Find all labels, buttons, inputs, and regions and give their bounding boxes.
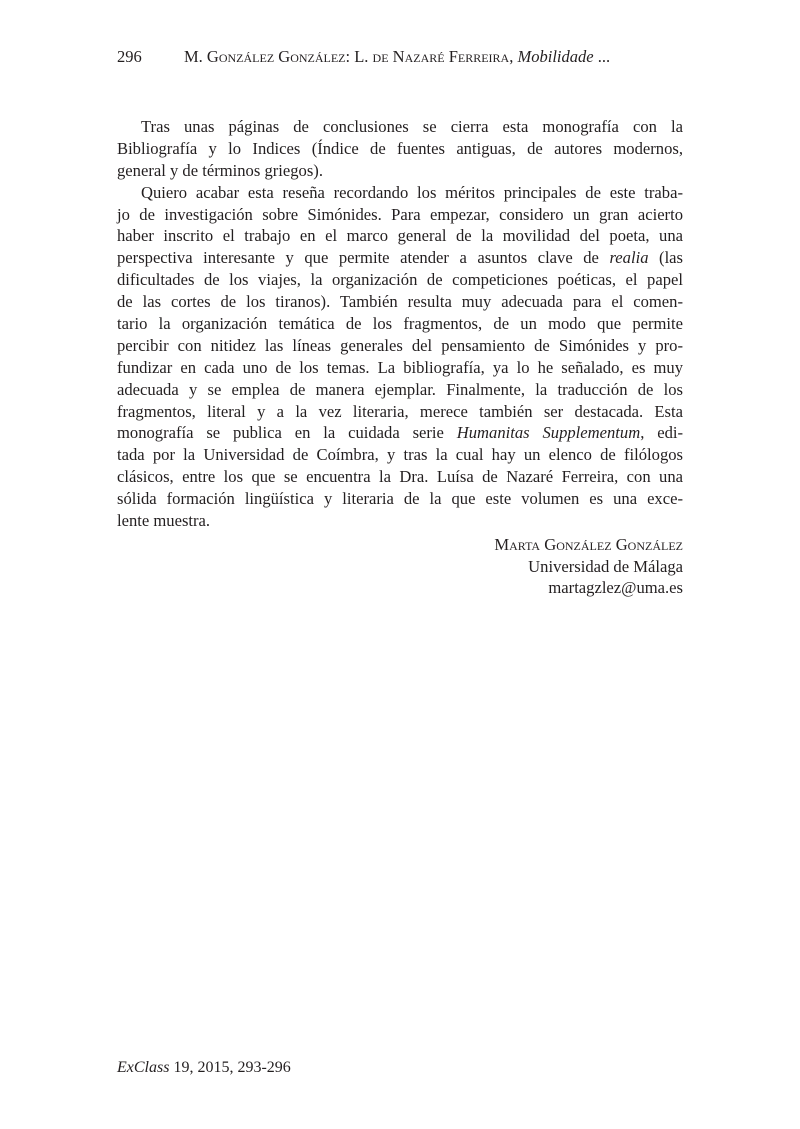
author-affiliation: Universidad de Málaga xyxy=(528,556,683,576)
text-line xyxy=(117,401,683,423)
page-number: 296 xyxy=(117,47,142,66)
author-email: martagzlez@uma.es xyxy=(548,578,683,598)
text-line xyxy=(117,291,683,313)
paragraph xyxy=(117,116,683,182)
text-line xyxy=(117,444,683,466)
text-line xyxy=(117,422,683,444)
text-segment: tada por la Universidad de Coímbra, y tras la cual hay un elenco de filólogos xyxy=(117,445,683,465)
text-line xyxy=(117,160,683,182)
text-line xyxy=(117,335,683,357)
text-segment: perspectiva interesante y que permite atender a asuntos clave de xyxy=(117,248,610,268)
text-segment: monografía se publica en la cuidada serie xyxy=(117,423,457,443)
text-line xyxy=(117,379,683,401)
text-segment: (las xyxy=(648,248,684,268)
text-segment: Bibliografía y lo Indices (Índice de fuentes antiguas, de autores modernos, xyxy=(117,138,683,158)
text-line xyxy=(117,357,683,379)
text-line xyxy=(117,247,683,269)
author-name: Marta González González xyxy=(494,535,683,554)
italic-text: Humanitas Supplementum xyxy=(456,423,641,443)
text-segment: percibir con nitidez las líneas generales del pensamiento de Simónides y pro- xyxy=(117,335,683,355)
running-header xyxy=(117,47,610,67)
text-segment: general y de términos griegos). xyxy=(117,160,323,180)
header-ellipsis: ... xyxy=(593,47,611,66)
journal-citation: 19, 2015, 293-296 xyxy=(169,1059,291,1076)
text-segment: haber inscrito el trabajo en el marco general de la movilidad del poeta, una xyxy=(117,226,683,246)
text-segment: adecuada y se emplea de manera ejemplar. Finalmente, la traducción de los xyxy=(117,379,683,399)
text-line xyxy=(117,116,683,138)
text-segment: fragmentos, literal y a la vez literaria, merece también ser destacada. Esta xyxy=(117,401,683,421)
paragraph xyxy=(117,182,683,532)
text-segment: Tras unas páginas de conclusiones se cierra esta monografía con la xyxy=(141,117,683,136)
text-line xyxy=(117,269,683,291)
journal-name: ExClass xyxy=(117,1059,170,1076)
text-segment: Quiero acabar esta reseña recordando los méritos principales de este traba- xyxy=(141,182,683,202)
text-line xyxy=(117,225,683,247)
text-line xyxy=(117,488,683,510)
text-segment: sólida formación lingüística y literaria de la que este volumen es una exce- xyxy=(117,489,683,509)
text-line xyxy=(117,182,683,204)
text-segment: de las cortes de los tiranos). También resulta muy adecuada para el comen- xyxy=(117,292,683,312)
text-segment: , edi- xyxy=(640,423,683,443)
text-segment: jo de investigación sobre Simónides. Para empezar, considero un gran acierto xyxy=(117,204,683,224)
text-line xyxy=(117,204,683,226)
text-line xyxy=(117,466,683,488)
text-line xyxy=(117,510,683,532)
text-segment: lente muestra. xyxy=(117,511,211,531)
text-segment: fundizar en cada uno de los temas. La bibliografía, ya lo he señalado, es muy xyxy=(117,357,683,377)
text-line xyxy=(117,138,683,160)
page-footer xyxy=(117,1059,291,1077)
text-segment: dificultades de los viajes, la organización de competiciones poéticas, el papel xyxy=(117,270,683,290)
header-authors: M. González González: L. de Nazaré Ferreira, xyxy=(184,47,518,66)
signature-block xyxy=(494,534,683,599)
text-segment: tario la organización temática de los fragmentos, de un modo que permite xyxy=(117,314,683,334)
text-line xyxy=(117,313,683,335)
body-text xyxy=(117,116,683,532)
header-title: Mobilidade xyxy=(517,47,594,66)
italic-text: realia xyxy=(609,248,649,268)
text-segment: clásicos, entre los que se encuentra la Dra. Luísa de Nazaré Ferreira, con una xyxy=(117,467,683,487)
